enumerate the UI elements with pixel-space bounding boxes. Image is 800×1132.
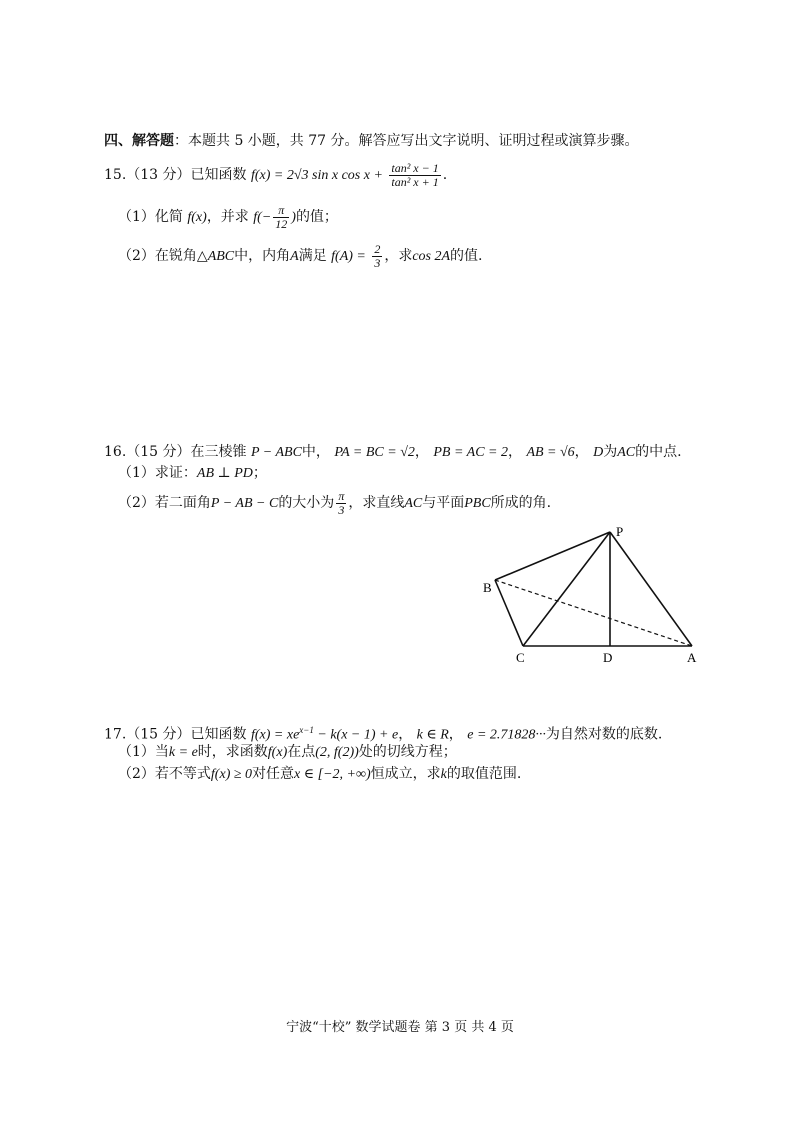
label-C: C <box>516 650 525 665</box>
label-B: B <box>483 580 492 595</box>
section-description: 本题共 5 小题，共 77 分。解答应写出文字说明、证明过程或演算步骤。 <box>188 133 639 149</box>
edge-PC <box>523 532 610 646</box>
question-17-part-1: （1）当k = e时，求函数f(x)在点(2, f(2))处的切线方程； <box>118 744 457 760</box>
section-heading: 四、解答题 <box>104 133 174 149</box>
question-17-stem: 17.（15 分）已知函数 $f(x) = xe^{x-1} - k(x - 1) + e$， k ∈ R， e = 2.71828···为自然对数的底数. <box>104 725 663 743</box>
question-number: 17. <box>104 726 127 743</box>
edge-BA-hidden <box>495 580 692 646</box>
fraction: $\frac{\pi}{12}$ <box>275 203 288 231</box>
question-17-part-2: （2）若不等式f(x) ≥ 0对任意x ∈ [−2, +∞)恒成立，求k的取值范围. <box>118 766 522 782</box>
edge-PA <box>610 532 692 646</box>
fraction: $\frac{\pi}{3}$ <box>338 489 345 517</box>
section-header: 四、解答题：本题共 5 小题，共 77 分。解答应写出文字说明、证明过程或演算步骤。 <box>104 133 639 149</box>
pyramid-figure <box>470 520 710 670</box>
question-number: 15. <box>104 167 127 184</box>
edge-BC <box>495 580 523 646</box>
function-expression: f(x) = 2√3 sin x cos x + <box>250 168 383 184</box>
question-16-part-2: （2）若二面角P − AB − C的大小为 $\frac{\pi}{3}$ ，求直线AC与平面PBC所成的角. <box>118 489 552 517</box>
label-D: D <box>603 650 613 665</box>
label-A: A <box>687 650 697 665</box>
page-footer <box>0 1018 800 1038</box>
question-15-part-2: （2）在锐角△ABC中，内角A满足 f(A) = $\frac{2}{3}$ ，求cos 2A的值. <box>118 242 483 270</box>
question-16-part-1: （1）求证：AB ⊥ PD； <box>118 465 267 481</box>
question-number: 16. <box>104 444 127 460</box>
label-P: P <box>616 524 624 539</box>
question-16-stem: 16.（15 分）在三棱锥 P − ABC中， PA = BC = √2， PB = AC = 2， AB = √6， D为AC的中点. <box>104 444 682 460</box>
question-15-part-1: （1）化简 f(x)，并求 f(− $\frac{\pi}{12}$ )的值； <box>118 203 338 231</box>
edge-PB <box>495 532 610 580</box>
question-15-stem: 15.（13 分）已知函数 f(x) = 2√3 sin x cos x + $\frac{\text{tan² x − 1}}{\text{tan² x + 1}}$ . <box>104 161 448 189</box>
fraction: $\frac{2}{3}$ <box>374 242 381 270</box>
fraction: $\frac{\text{tan² x − 1}}{\text{tan² x + 1}}$ <box>391 161 439 189</box>
footer-text: 宁波“十校” 数学试题卷 第 3 页 共 4 页 <box>286 1020 514 1035</box>
